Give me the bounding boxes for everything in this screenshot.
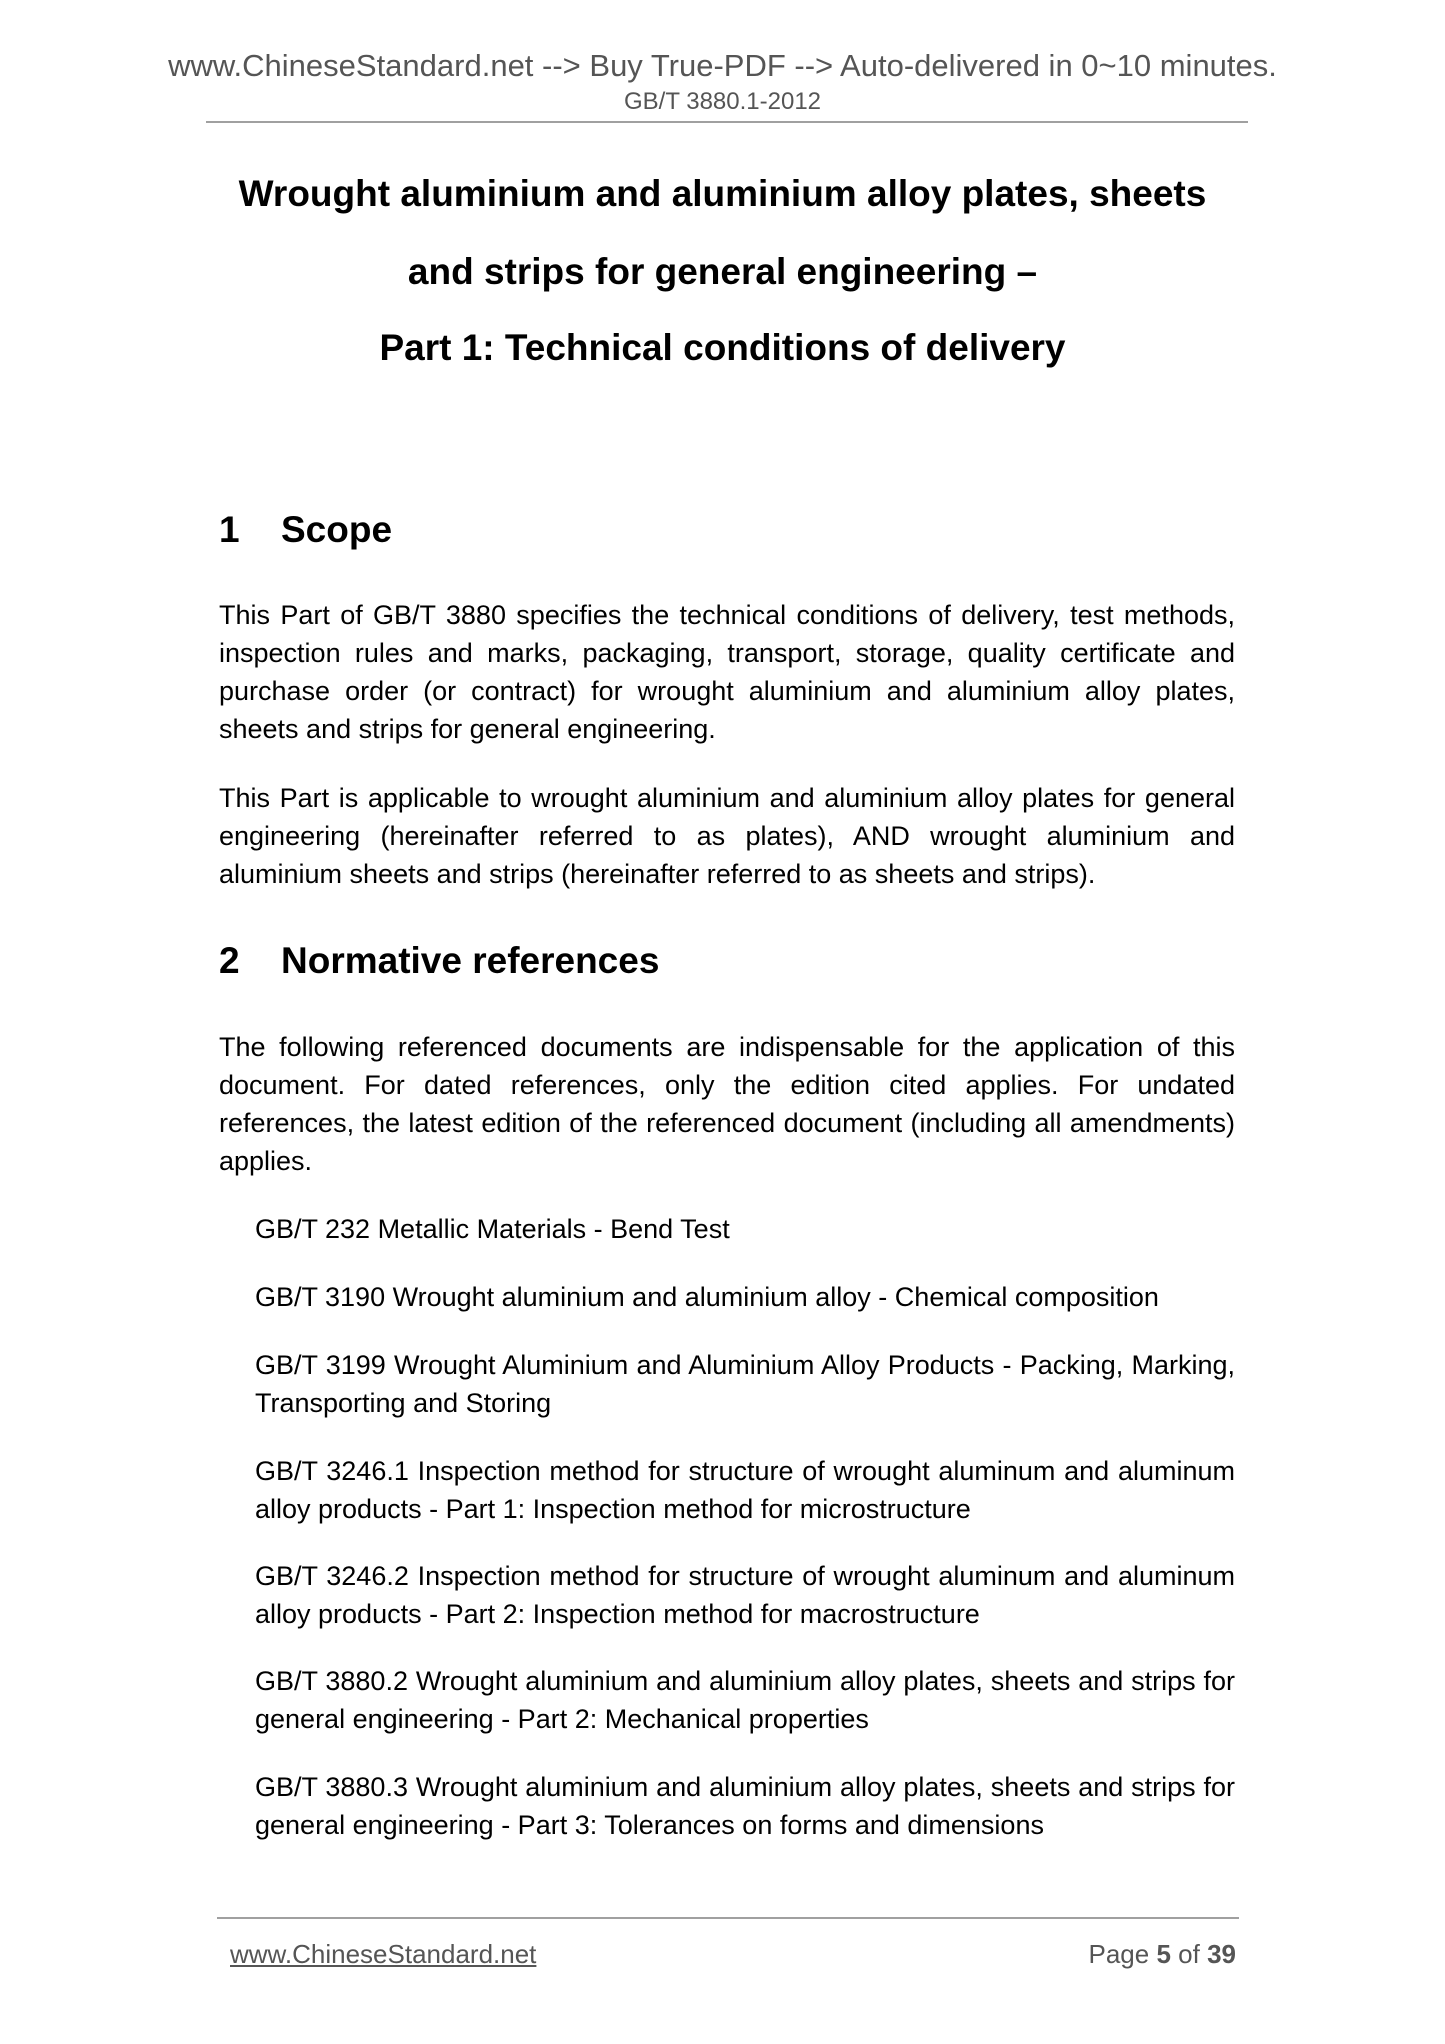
section-heading-normative-references <box>219 939 659 983</box>
footer-divider <box>217 1917 1239 1919</box>
standard-number: GB/T 3880.1-2012 <box>623 88 822 115</box>
document-title-line-2: and strips for general engineering – <box>407 251 1038 292</box>
section-title: Scope <box>281 509 393 550</box>
section-number: 1 <box>219 509 240 550</box>
reference-item: GB/T 3246.1 Inspection method for structure of wrought aluminum and aluminum alloy products - Part 1: Inspection method for microstructure <box>255 1456 1235 1524</box>
document-title-line-3: Part 1: Technical conditions of delivery <box>379 327 1066 368</box>
header-banner: www.ChineseStandard.net --> Buy True-PDF --> Auto-delivered in 0~10 minutes. <box>168 48 1277 83</box>
section-title: Normative references <box>281 940 660 981</box>
page-number <box>1088 1939 1236 1970</box>
section-heading-scope <box>219 508 392 552</box>
current-page: 5 <box>1156 1939 1171 1969</box>
scope-paragraph-2: This Part is applicable to wrought aluminium and aluminium alloy plates for general engineering (hereinafter referred to as plates), AND wrought aluminium and aluminium sheets and strips (hereinafter referred to as sheets and strips). <box>219 783 1235 889</box>
reference-item: GB/T 3880.3 Wrought aluminium and aluminium alloy plates, sheets and strips for general engineering - Part 3: Tolerances on forms and dimensions <box>255 1772 1235 1840</box>
reference-item: GB/T 3246.2 Inspection method for structure of wrought aluminum and aluminum alloy products - Part 2: Inspection method for macrostructure <box>255 1561 1235 1629</box>
total-pages: 39 <box>1207 1939 1236 1969</box>
reference-item: GB/T 232 Metallic Materials - Bend Test <box>255 1214 730 1244</box>
page-of-label: of <box>1178 1939 1200 1969</box>
references-intro-paragraph: The following referenced documents are indispensable for the application of this document. For dated references, only the edition cited applies. For undated references, the latest edition of the referenced document (including all amendments) applies. <box>219 1032 1235 1176</box>
page-label: Page <box>1088 1939 1150 1969</box>
header-divider <box>206 121 1248 123</box>
document-title-line-1: Wrought aluminium and aluminium alloy plates, sheets <box>238 173 1207 214</box>
reference-item: GB/T 3880.2 Wrought aluminium and aluminium alloy plates, sheets and strips for general engineering - Part 2: Mechanical properties <box>255 1666 1235 1734</box>
reference-item: GB/T 3190 Wrought aluminium and aluminium alloy - Chemical composition <box>255 1282 1159 1312</box>
scope-paragraph-1: This Part of GB/T 3880 specifies the technical conditions of delivery, test methods, inspection rules and marks, packaging, transport, storage, quality certificate and purchase order (or contract) for wrought aluminium and aluminium alloy plates, sheets and strips for general engineering. <box>219 600 1235 744</box>
section-number: 2 <box>219 940 240 981</box>
reference-item: GB/T 3199 Wrought Aluminium and Aluminium Alloy Products - Packing, Marking, Transporting and Storing <box>255 1350 1235 1418</box>
footer-website-link[interactable]: www.ChineseStandard.net <box>230 1939 537 1969</box>
